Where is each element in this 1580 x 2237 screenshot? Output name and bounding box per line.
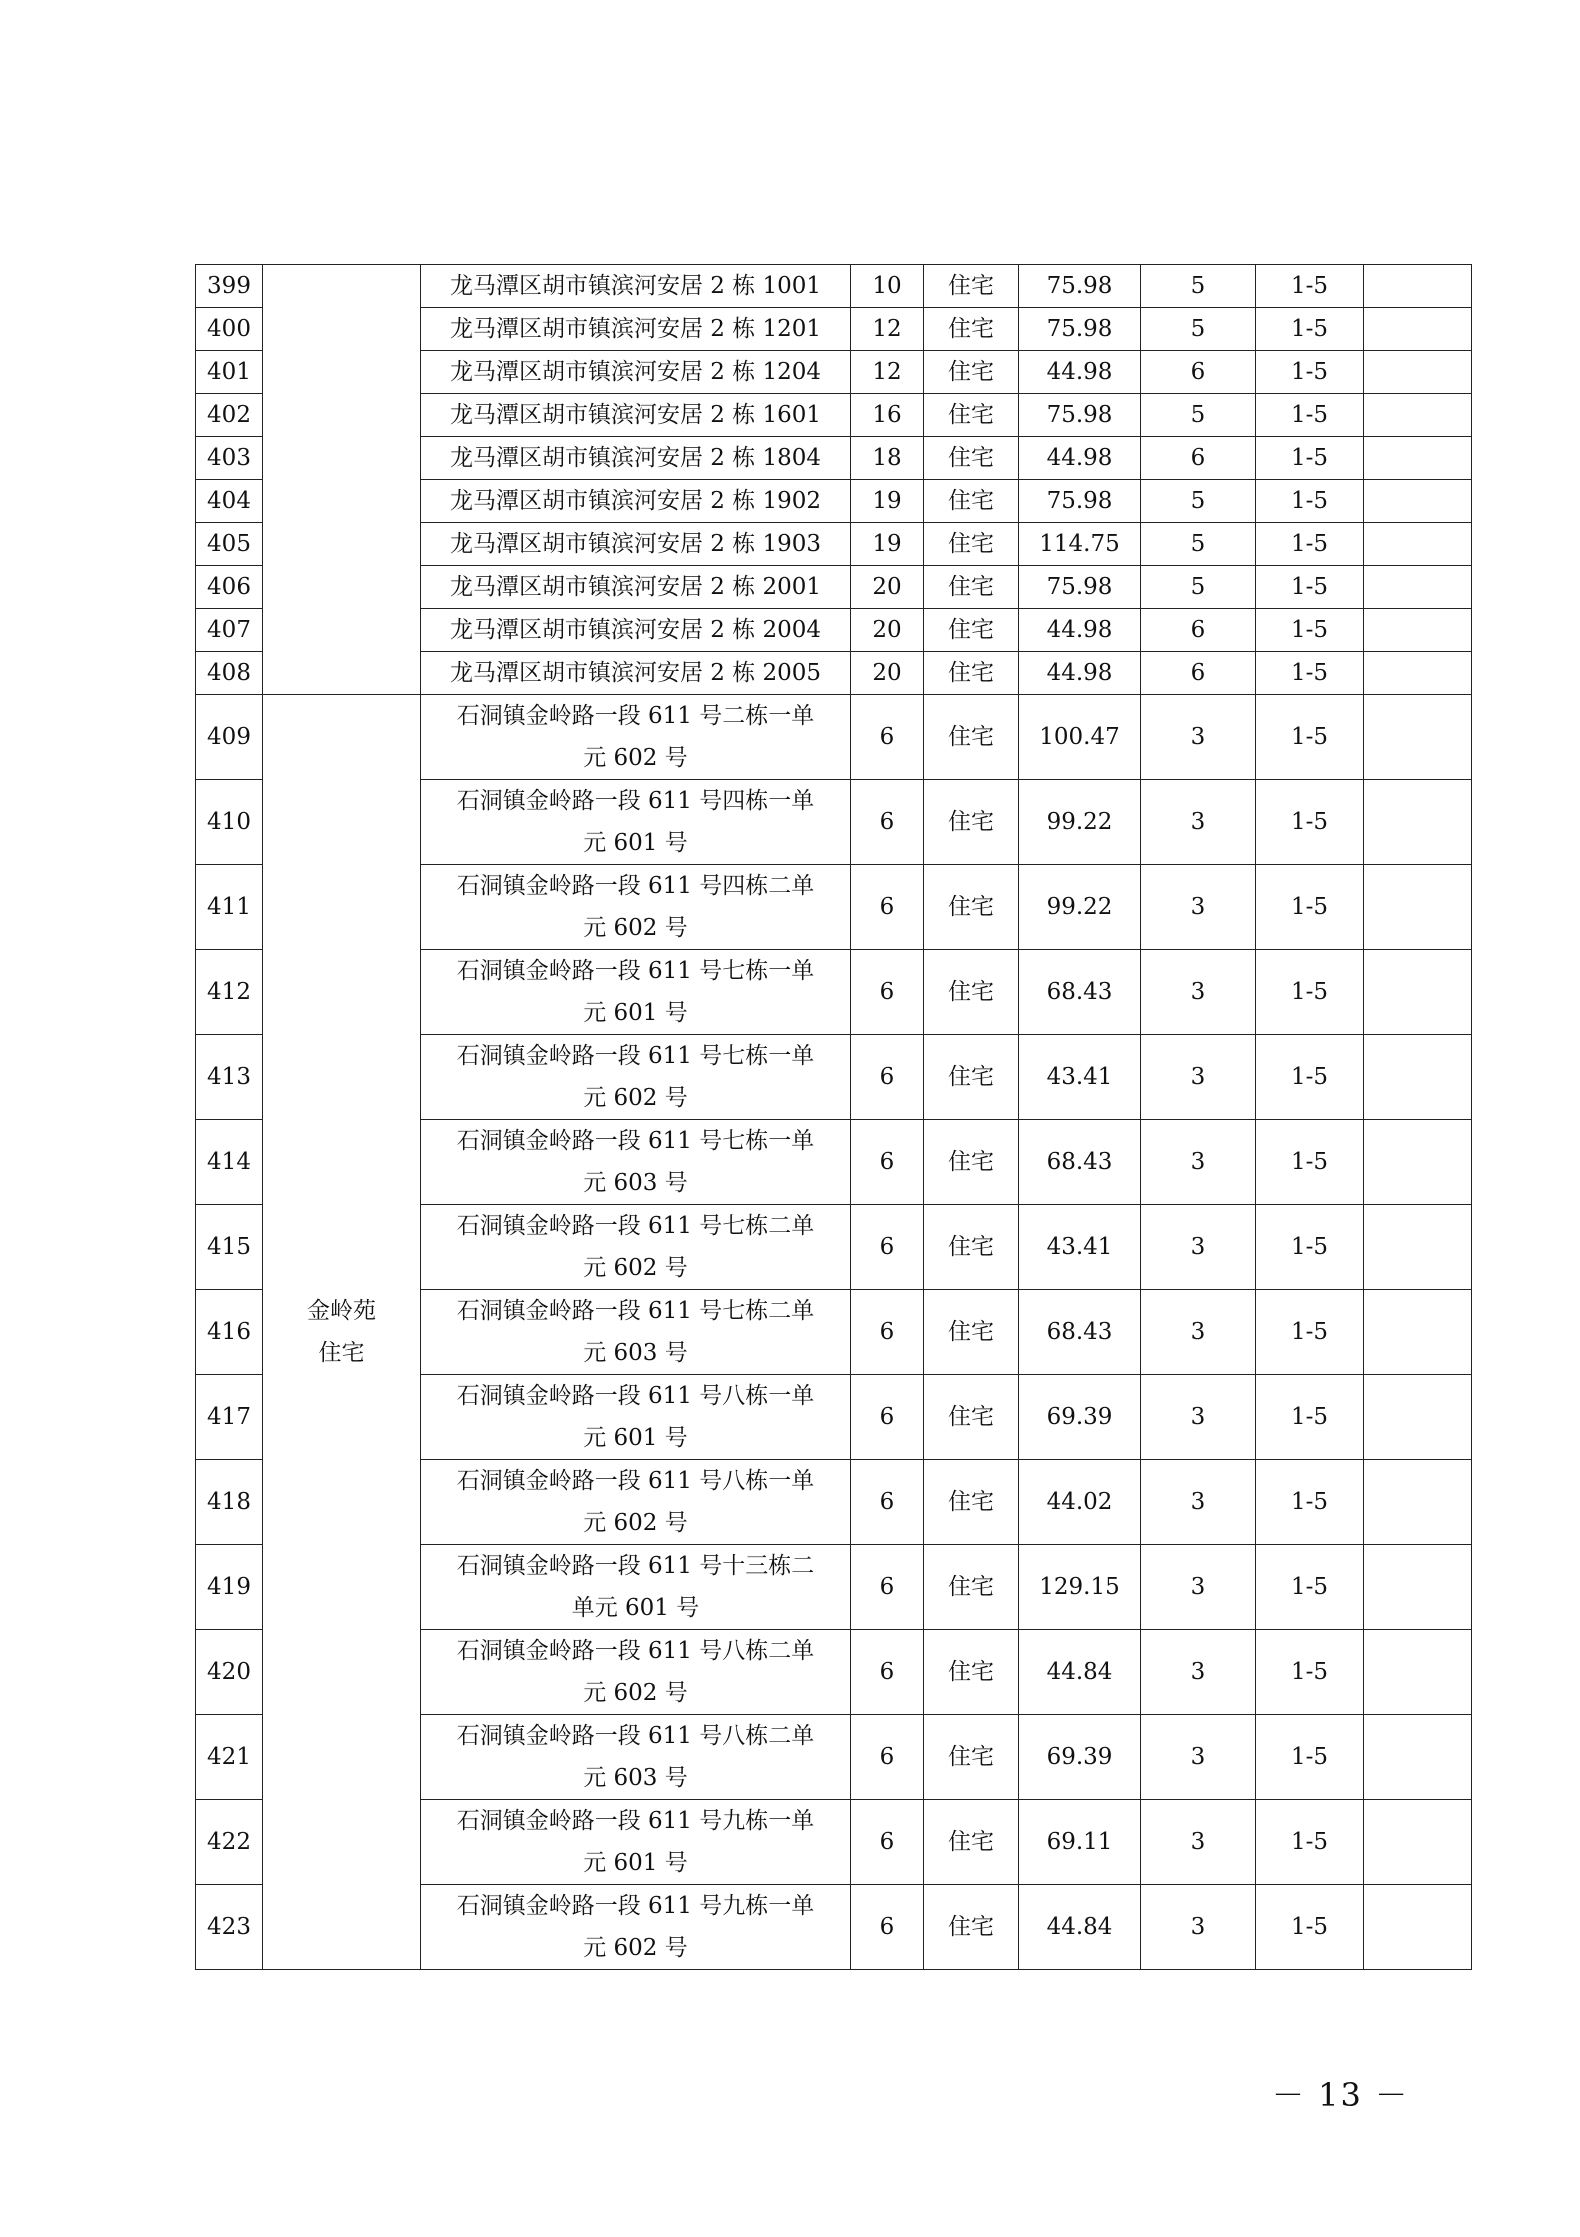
project-name: 金岭苑 住宅 [263,695,421,1970]
house-address: 龙马潭区胡市镇滨河安居 2 栋 2001 [421,566,851,609]
floor-number: 6 [851,1375,924,1460]
remark [1364,1035,1472,1120]
remark [1364,652,1472,695]
usage-type: 住宅 [924,566,1019,609]
house-address: 石洞镇金岭路一段 611 号四栋二单 元 602 号 [421,865,851,950]
row-number: 413 [196,1035,263,1120]
lease-term: 1-5 [1256,1715,1364,1800]
floor-number: 6 [851,1715,924,1800]
usage-type: 住宅 [924,1630,1019,1715]
remark [1364,351,1472,394]
remark [1364,1630,1472,1715]
floor-number: 20 [851,566,924,609]
remark [1364,609,1472,652]
house-address: 石洞镇金岭路一段 611 号八栋二单 元 603 号 [421,1715,851,1800]
building-area: 44.84 [1019,1885,1141,1970]
row-number: 408 [196,652,263,695]
building-area: 75.98 [1019,566,1141,609]
building-area: 68.43 [1019,1290,1141,1375]
house-address: 石洞镇金岭路一段 611 号二栋一单 元 602 号 [421,695,851,780]
row-number: 423 [196,1885,263,1970]
row-number: 419 [196,1545,263,1630]
usage-type: 住宅 [924,351,1019,394]
floor-number: 12 [851,351,924,394]
row-number: 417 [196,1375,263,1460]
remark [1364,950,1472,1035]
room-count: 5 [1141,308,1256,351]
room-count: 3 [1141,695,1256,780]
usage-type: 住宅 [924,1290,1019,1375]
building-area: 99.22 [1019,865,1141,950]
building-area: 69.39 [1019,1375,1141,1460]
lease-term: 1-5 [1256,308,1364,351]
usage-type: 住宅 [924,780,1019,865]
building-area: 75.98 [1019,394,1141,437]
lease-term: 1-5 [1256,480,1364,523]
building-area: 43.41 [1019,1205,1141,1290]
building-area: 44.84 [1019,1630,1141,1715]
house-address: 石洞镇金岭路一段 611 号九栋一单 元 602 号 [421,1885,851,1970]
remark [1364,308,1472,351]
remark [1364,394,1472,437]
room-count: 3 [1141,1800,1256,1885]
floor-number: 6 [851,1885,924,1970]
row-number: 403 [196,437,263,480]
row-number: 412 [196,950,263,1035]
building-area: 75.98 [1019,265,1141,308]
floor-number: 6 [851,1800,924,1885]
remark [1364,865,1472,950]
lease-term: 1-5 [1256,865,1364,950]
lease-term: 1-5 [1256,566,1364,609]
floor-number: 6 [851,1035,924,1120]
remark [1364,1290,1472,1375]
house-address: 石洞镇金岭路一段 611 号四栋一单 元 601 号 [421,780,851,865]
page-number: － 13 － [1272,2076,1410,2114]
row-number: 411 [196,865,263,950]
table-body [196,265,1472,1970]
row-number: 418 [196,1460,263,1545]
remark [1364,265,1472,308]
lease-term: 1-5 [1256,1885,1364,1970]
lease-term: 1-5 [1256,950,1364,1035]
room-count: 6 [1141,351,1256,394]
lease-term: 1-5 [1256,265,1364,308]
floor-number: 6 [851,1290,924,1375]
house-address: 石洞镇金岭路一段 611 号八栋二单 元 602 号 [421,1630,851,1715]
floor-number: 20 [851,652,924,695]
lease-term: 1-5 [1256,523,1364,566]
lease-term: 1-5 [1256,1205,1364,1290]
usage-type: 住宅 [924,1460,1019,1545]
row-number: 401 [196,351,263,394]
building-area: 69.39 [1019,1715,1141,1800]
house-address: 石洞镇金岭路一段 611 号七栋二单 元 602 号 [421,1205,851,1290]
house-address: 龙马潭区胡市镇滨河安居 2 栋 1902 [421,480,851,523]
house-address: 石洞镇金岭路一段 611 号七栋一单 元 602 号 [421,1035,851,1120]
row-number: 402 [196,394,263,437]
floor-number: 16 [851,394,924,437]
remark [1364,1885,1472,1970]
building-area: 44.98 [1019,351,1141,394]
room-count: 3 [1141,950,1256,1035]
building-area: 43.41 [1019,1035,1141,1120]
usage-type: 住宅 [924,950,1019,1035]
row-number: 404 [196,480,263,523]
room-count: 5 [1141,394,1256,437]
floor-number: 6 [851,1120,924,1205]
row-number: 410 [196,780,263,865]
lease-term: 1-5 [1256,1800,1364,1885]
building-area: 69.11 [1019,1800,1141,1885]
row-number: 407 [196,609,263,652]
building-area: 99.22 [1019,780,1141,865]
usage-type: 住宅 [924,1545,1019,1630]
lease-term: 1-5 [1256,780,1364,865]
remark [1364,1375,1472,1460]
floor-number: 19 [851,480,924,523]
usage-type: 住宅 [924,1035,1019,1120]
usage-type: 住宅 [924,1375,1019,1460]
usage-type: 住宅 [924,437,1019,480]
floor-number: 18 [851,437,924,480]
building-area: 44.98 [1019,609,1141,652]
lease-term: 1-5 [1256,695,1364,780]
room-count: 5 [1141,566,1256,609]
remark [1364,1120,1472,1205]
house-address: 龙马潭区胡市镇滨河安居 2 栋 1204 [421,351,851,394]
lease-term: 1-5 [1256,1035,1364,1120]
room-count: 5 [1141,265,1256,308]
floor-number: 6 [851,1545,924,1630]
lease-term: 1-5 [1256,1120,1364,1205]
remark [1364,1545,1472,1630]
usage-type: 住宅 [924,523,1019,566]
row-number: 415 [196,1205,263,1290]
floor-number: 20 [851,609,924,652]
room-count: 3 [1141,1545,1256,1630]
room-count: 6 [1141,437,1256,480]
floor-number: 19 [851,523,924,566]
house-address: 龙马潭区胡市镇滨河安居 2 栋 1804 [421,437,851,480]
usage-type: 住宅 [924,1715,1019,1800]
building-area: 68.43 [1019,1120,1141,1205]
remark [1364,695,1472,780]
building-area: 75.98 [1019,308,1141,351]
house-address: 龙马潭区胡市镇滨河安居 2 栋 1903 [421,523,851,566]
row-number: 405 [196,523,263,566]
row-number: 416 [196,1290,263,1375]
floor-number: 6 [851,950,924,1035]
room-count: 3 [1141,865,1256,950]
usage-type: 住宅 [924,865,1019,950]
floor-number: 12 [851,308,924,351]
row-number: 414 [196,1120,263,1205]
house-address: 石洞镇金岭路一段 611 号十三栋二 单元 601 号 [421,1545,851,1630]
remark [1364,566,1472,609]
building-area: 44.98 [1019,437,1141,480]
remark [1364,1460,1472,1545]
usage-type: 住宅 [924,480,1019,523]
room-count: 3 [1141,1375,1256,1460]
table-row [196,265,1472,308]
floor-number: 6 [851,865,924,950]
lease-term: 1-5 [1256,1290,1364,1375]
usage-type: 住宅 [924,394,1019,437]
lease-term: 1-5 [1256,1375,1364,1460]
row-number: 420 [196,1630,263,1715]
house-address: 石洞镇金岭路一段 611 号七栋一单 元 601 号 [421,950,851,1035]
floor-number: 10 [851,265,924,308]
remark [1364,480,1472,523]
row-number: 422 [196,1800,263,1885]
building-area: 129.15 [1019,1545,1141,1630]
usage-type: 住宅 [924,652,1019,695]
room-count: 3 [1141,1205,1256,1290]
floor-number: 6 [851,1630,924,1715]
lease-term: 1-5 [1256,1460,1364,1545]
remark [1364,1800,1472,1885]
building-area: 68.43 [1019,950,1141,1035]
room-count: 3 [1141,1120,1256,1205]
usage-type: 住宅 [924,308,1019,351]
house-address: 龙马潭区胡市镇滨河安居 2 栋 2004 [421,609,851,652]
building-area: 114.75 [1019,523,1141,566]
lease-term: 1-5 [1256,437,1364,480]
building-area: 44.02 [1019,1460,1141,1545]
row-number: 409 [196,695,263,780]
usage-type: 住宅 [924,609,1019,652]
remark [1364,1205,1472,1290]
remark [1364,523,1472,566]
house-address: 龙马潭区胡市镇滨河安居 2 栋 1201 [421,308,851,351]
row-number: 400 [196,308,263,351]
row-number: 406 [196,566,263,609]
housing-list-table [195,264,1472,1970]
house-address: 石洞镇金岭路一段 611 号七栋一单 元 603 号 [421,1120,851,1205]
room-count: 3 [1141,780,1256,865]
house-address: 石洞镇金岭路一段 611 号九栋一单 元 601 号 [421,1800,851,1885]
remark [1364,437,1472,480]
usage-type: 住宅 [924,265,1019,308]
room-count: 6 [1141,609,1256,652]
room-count: 5 [1141,480,1256,523]
house-address: 龙马潭区胡市镇滨河安居 2 栋 1601 [421,394,851,437]
room-count: 3 [1141,1630,1256,1715]
usage-type: 住宅 [924,1205,1019,1290]
lease-term: 1-5 [1256,351,1364,394]
building-area: 100.47 [1019,695,1141,780]
room-count: 5 [1141,523,1256,566]
usage-type: 住宅 [924,1885,1019,1970]
usage-type: 住宅 [924,1120,1019,1205]
building-area: 75.98 [1019,480,1141,523]
lease-term: 1-5 [1256,1630,1364,1715]
usage-type: 住宅 [924,695,1019,780]
floor-number: 6 [851,695,924,780]
floor-number: 6 [851,1460,924,1545]
row-number: 421 [196,1715,263,1800]
remark [1364,780,1472,865]
project-name [263,265,421,695]
usage-type: 住宅 [924,1800,1019,1885]
room-count: 6 [1141,652,1256,695]
lease-term: 1-5 [1256,652,1364,695]
table-row [196,695,1472,780]
lease-term: 1-5 [1256,1545,1364,1630]
building-area: 44.98 [1019,652,1141,695]
lease-term: 1-5 [1256,609,1364,652]
house-address: 龙马潭区胡市镇滨河安居 2 栋 1001 [421,265,851,308]
house-address: 石洞镇金岭路一段 611 号七栋二单 元 603 号 [421,1290,851,1375]
floor-number: 6 [851,780,924,865]
room-count: 3 [1141,1715,1256,1800]
room-count: 3 [1141,1460,1256,1545]
room-count: 3 [1141,1290,1256,1375]
house-address: 石洞镇金岭路一段 611 号八栋一单 元 602 号 [421,1460,851,1545]
row-number: 399 [196,265,263,308]
house-address: 龙马潭区胡市镇滨河安居 2 栋 2005 [421,652,851,695]
floor-number: 6 [851,1205,924,1290]
lease-term: 1-5 [1256,394,1364,437]
house-address: 石洞镇金岭路一段 611 号八栋一单 元 601 号 [421,1375,851,1460]
remark [1364,1715,1472,1800]
room-count: 3 [1141,1885,1256,1970]
room-count: 3 [1141,1035,1256,1120]
